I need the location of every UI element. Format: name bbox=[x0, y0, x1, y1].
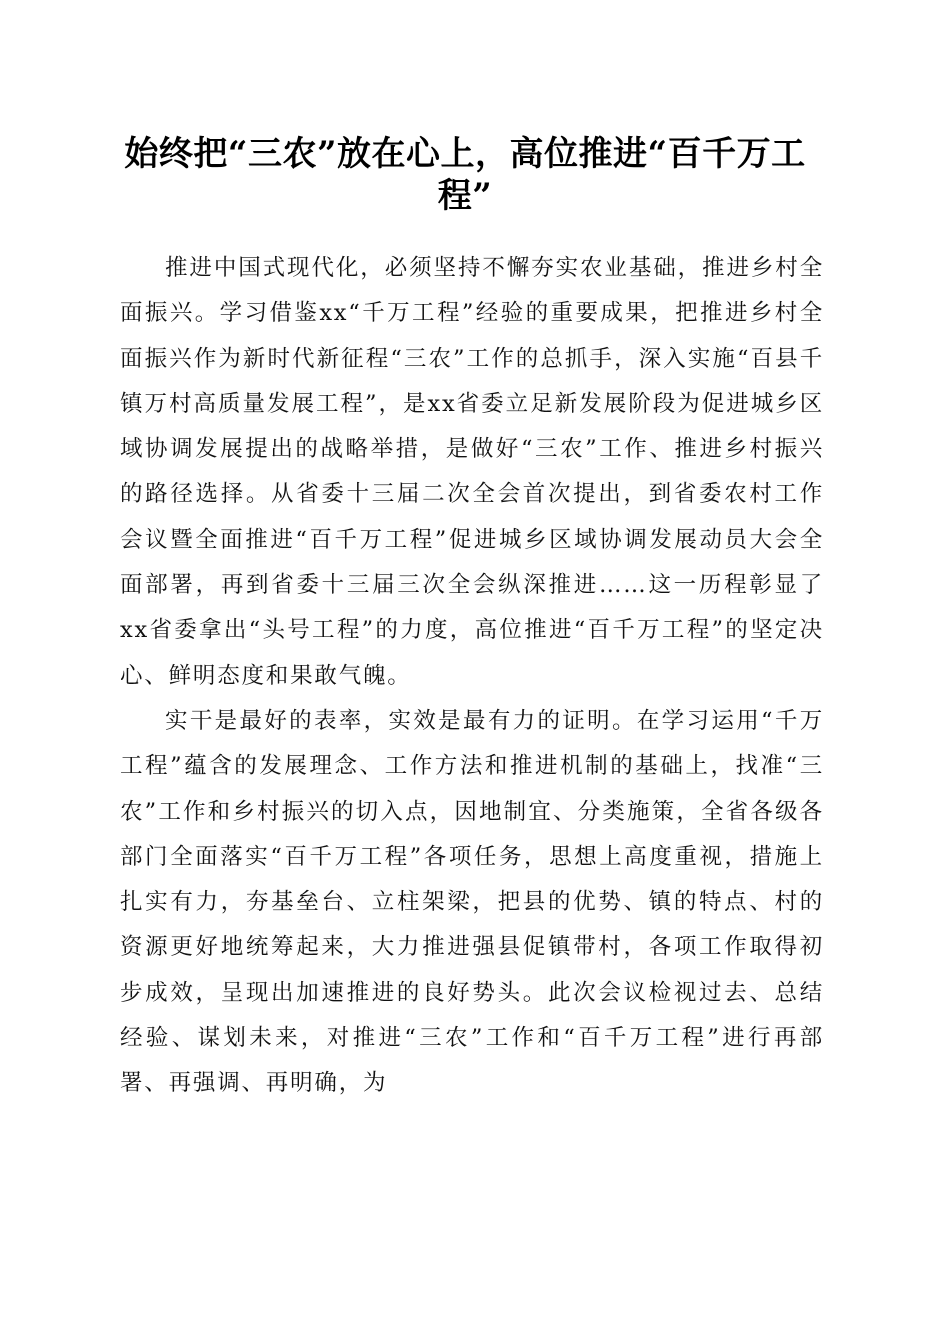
document-title: 始终把“三农”放在心上，高位推进“百千万工程” bbox=[124, 134, 806, 216]
paragraph-1: 推进中国式现代化，必须坚持不懈夯实农业基础，推进乡村全面振兴。学习借鉴xx“千万工程”经验的重要成果，把推进乡村全面振兴作为新时代新征程“三农”工作的总抓手，深入实施“百县千镇万村高质量发展工程”，是xx省委立足新发展阶段为促进城乡区域协调发展提出的战略举措，是做好“三农”工作、推进乡村振兴的路径选择。从省委十三届二次全会首次提出，到省委农村工作会议暨全面推进“百千万工程”促进城乡区域协调发展动员大会全面部署，再到省委十三届三次全会纵深推进……这一历程彰显了xx省委拿出“头号工程”的力度，高位推进“百千万工程”的坚定决心、鲜明态度和果敢气魄。 bbox=[120, 255, 824, 689]
paragraph-2: 实干是最好的表率，实效是最有力的证明。在学习运用“千万工程”蕴含的发展理念、工作方法和推进机制的基础上，找准“三农”工作和乡村振兴的切入点，因地制宜、分类施策，全省各级各部门全面落实“百千万工程”各项任务，思想上高度重视，措施上扎实有力，夯基垒台、立柱架梁，把县的优势、镇的特点、村的资源更好地统筹起来，大力推进强县促镇带村，各项工作取得初步成效，呈现出加速推进的良好势头。此次会议检视过去、总结经验、谋划未来，对推进“三农”工作和“百千万工程”进行再部署、再强调、再明确，为 bbox=[120, 707, 824, 1097]
document-body bbox=[120, 246, 824, 1107]
